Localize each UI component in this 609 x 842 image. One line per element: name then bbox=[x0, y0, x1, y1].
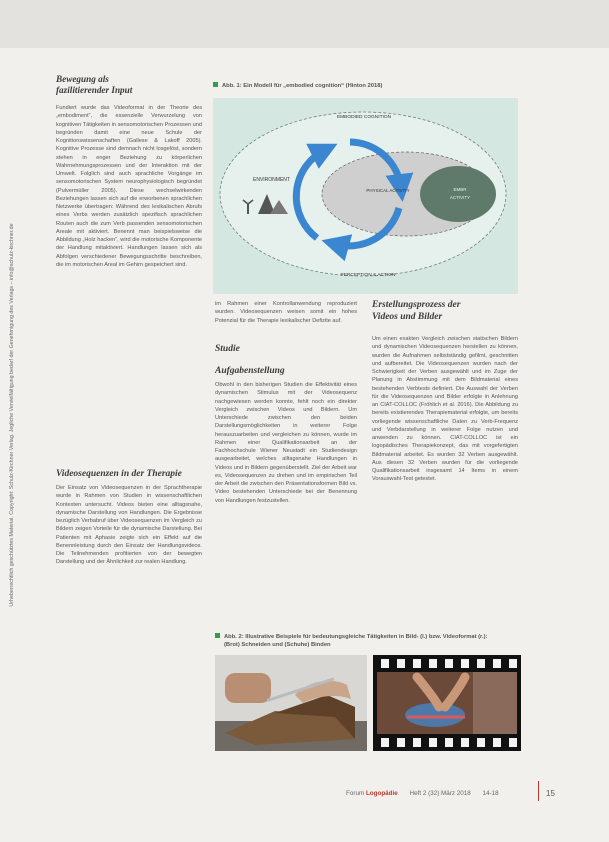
photo-bread-cutting bbox=[215, 655, 367, 751]
page-number: 15 bbox=[546, 789, 555, 798]
bread-illustration bbox=[215, 655, 367, 751]
footer-journal: Forum bbox=[346, 790, 366, 797]
film-perforations-top bbox=[381, 659, 517, 668]
figure-1-embodied-cognition-diagram bbox=[213, 98, 518, 294]
heading-movement bbox=[56, 74, 202, 96]
body-paragraph: Um einen exakten Vergleich zwischen statischen Bildern und dynamischen Videosequenzen herstellen zu können, wurden die Aufnahmen selbstständig gefilmt, geschnitten und aufbereitet. Die Videosequenzen wurden nach der Schwierigkeit der Verben ausgewählt und im Zuge der Planung in Abstimmung mit dem Bildmaterial eines bestehenden Verbtests definiert. Die Auswahl der Verben für die Videosequenzen und Bilder erfolgte in Anlehnung an CIAT-COLLOC (Fröhlich et al. 2016). Die Abbildung zu bereits existierendes Therapiematerial erfolgte, um bereits vorliegende wissenschaftliche Daten zu Verb-Frequenz und Verbdarstellung in weiterer Folge nutzen und anwenden zu können. CIAT-COLLOC ist ein logopädisches Therapiekonzept, das mit vorgefertigten Bildmaterial arbeitet. Es wurden 32 Verben ausgewählt. Aus diesen 32 Verben wurden für die vorliegende Qualifikationsarbeit insgesamt 14 Items in einem Vorauswahl-Test getestet. bbox=[372, 336, 518, 483]
caption-text: Abb. 2: Illustrative Beispiele für bedeutungsgleiche Tätigkeiten in Bild- (l.) bzw. Videoformat (r.): bbox=[224, 634, 488, 640]
column-2 bbox=[215, 300, 357, 620]
caption-text: (Brot) Schneiden und (Schuhe) Binden bbox=[224, 641, 331, 648]
heading-study: Studie bbox=[215, 344, 240, 354]
diagram-svg bbox=[213, 98, 518, 294]
body-paragraph: Fundiert wurde das Videoformat in der Theorie des „embodiment“, die essenzielle Verwurzelung von kognitiven Tätigkeiten in sensomotorischen Prozessen und begründen damit eine neue Schule der Kognitionswissenschaften (Gallese & Lakoff 2005). Kognitive Prozesse sind demnach nicht losgelöst, sondern stehen in enger Beziehung zu körperlichen Wahrnehmungsprozessen und der Interaktion mit der Umwelt. Folglich sind auch sprachliche Vorgänge im sensomotorischen System neurophysiologisch begründet (Pulvermüller 2005). Diese wechselwirkenden Beziehungen lassen sich auf die erworbenen sprachlichen Netzwerke übertragen: Während des lexikalischen Abrufs eines Verbs werden zusätzlich spezifisch sprachlichen Routen auch die zum Verb passenden sensomotorischen Areale mit aktiviert. Benennt man beispielsweise die Abbildung „Holz hacken“, wird die motorische Komponente der Handlung mitaktiviert. Handlungen lassen sich als Abfolgen verschiedener Bewegungsschritte beschreiben, die im motorischen Areal im Gehirn gespeichert sind. bbox=[56, 105, 202, 268]
footer-pages: 14-18 bbox=[482, 790, 499, 797]
footer-issue: Heft 2 (32) März 2018 bbox=[409, 790, 471, 797]
embr-ellipse bbox=[420, 166, 496, 222]
column-1 bbox=[56, 74, 202, 764]
caption-marker-icon bbox=[215, 633, 220, 638]
page-footer bbox=[346, 790, 499, 797]
heading-line: Erstellungsprozess der bbox=[372, 300, 461, 310]
label-embr: EMBR bbox=[453, 187, 467, 192]
label-environment: ENVIRONMENT bbox=[253, 177, 290, 183]
label-perception-action: PERCEPTION & ACTION bbox=[340, 273, 396, 278]
video-frame-shoe-tying bbox=[373, 655, 521, 751]
body-paragraph: Obwohl in den bisherigen Studien die Effektivität eines dynamischen Stimulus mit der Videosequenz nachgewiesen werden konnte, fehlt noch ein direkter Vergleich zwischen Videos und Bildern. Um Unterschiede zwischen den beiden Darstellungsmöglichkeiten in weiterer Folge herauszuarbeiten und vergleichen zu können, wurde im Rahmen einer Qualifikationsarbeit an der Fachhochschule Wiener Neustadt ein Studiendesign ausgearbeitet, welches alltagsnahe Handlungen in Videos und in Bildern gegenüberstellt. Ziel der Arbeit war es, Videosequenzen zu drehen und im empirischen Teil der Arbeit die zwischen den Präsentationsformen Bild vs. Video bestehenden Unterschiede bei der Benennung von Handlungen festzustellen. bbox=[215, 382, 357, 504]
body-paragraph: Der Einsatz von Videosequenzen in der Sprachtherapie wurde in Rahmen von Studien in wissenschaftlichen Kontexten untersucht. Videos bieten eine alltagsnahe, dynamische Darstellung von Handlungen. Die Ergebnisse bezüglich Verbabruf über Videosequenzen im Vergleich zu Bildern zeigen Vorteile für die dynamische Darstellung. Bei Patienten mit Aphasie zeigte sich ein Effekt auf die Benennleistung durch den Einsatz der Handlungsvideos. Die Teilnehmenden profitierten von der bewegten Darstellung und der Ähnlichkeit zur realen Handlung. bbox=[56, 485, 202, 566]
caption-text: Abb. 1: Ein Modell für „embodied cognition“ (Hinton 2018) bbox=[222, 83, 383, 89]
film-perforations-bottom bbox=[381, 738, 517, 747]
heading-line: Videos und Bilder bbox=[372, 311, 443, 322]
label-embodied-cognition: EMBODIED COGNITION bbox=[336, 115, 392, 120]
background-rug bbox=[473, 672, 517, 734]
column-3 bbox=[372, 300, 518, 620]
figure-2-caption bbox=[215, 633, 520, 649]
label-physical: PHYSICAL ACTIVITY bbox=[366, 188, 410, 193]
film-strip-illustration bbox=[373, 655, 521, 751]
heading-video-sequences: Videosequenzen in der Therapie bbox=[56, 469, 182, 479]
heading-line: Bewegung als bbox=[56, 74, 109, 84]
heading-line: fazilitierender Input bbox=[56, 85, 133, 95]
heading-task: Aufgabenstellung bbox=[215, 366, 285, 376]
caption-marker-icon bbox=[213, 82, 218, 87]
hand-right bbox=[225, 673, 271, 703]
heading-creation-process bbox=[372, 300, 518, 323]
top-margin-band bbox=[0, 0, 609, 48]
page-number-rule bbox=[538, 781, 539, 801]
figure-1-caption bbox=[213, 82, 518, 91]
body-paragraph: im Rahmen einer Kontrollanwendung reproduziert wurden. Videosequenzen weisen somit ein hohes Potenzial für die Therapie lexikalischer Defizite auf. bbox=[215, 301, 357, 324]
copyright-side-note: Urheberrechtlich geschütztes Material. Copyright: Schulz-Kirchner Verlag. Jegliche Vervielfältigung bedarf der Genehmigung des Verlags – info@schulz-kirchner.de bbox=[9, 223, 15, 607]
footer-brand: Logopädie bbox=[365, 790, 398, 797]
label-activity: ACTIVITY bbox=[449, 195, 471, 200]
